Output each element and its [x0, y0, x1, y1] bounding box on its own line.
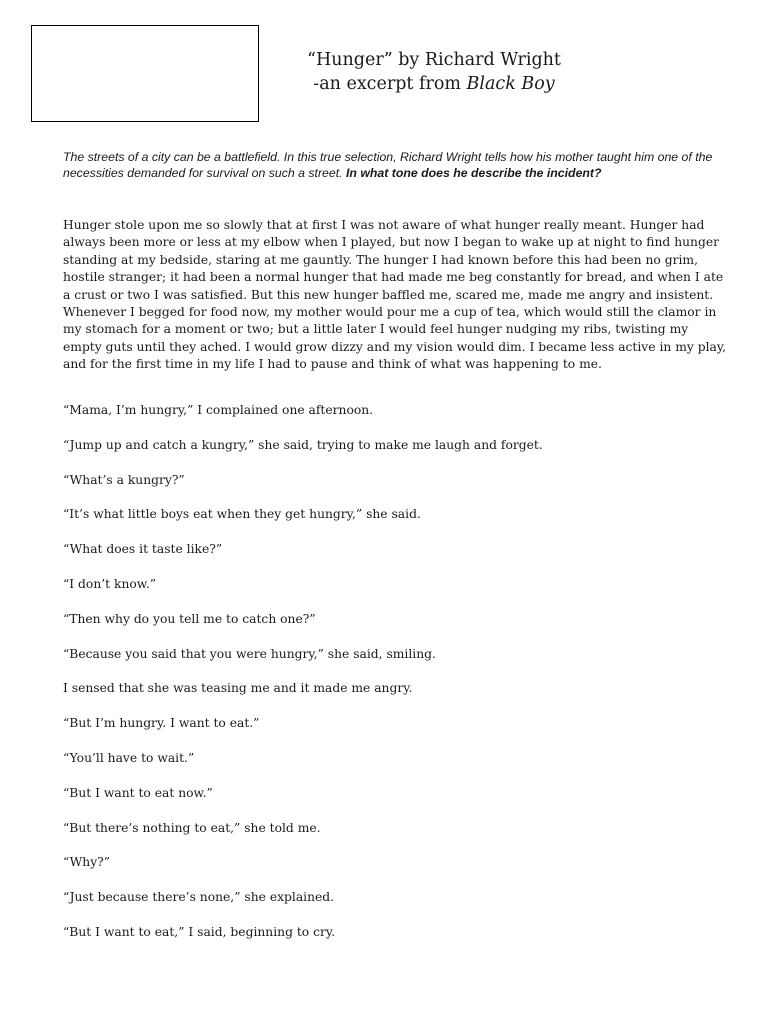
book-title: Black Boy — [466, 74, 555, 94]
dialogue-line: “Then why do you tell me to catch one?” — [63, 611, 316, 626]
dialogue-line: “What does it taste like?” — [63, 542, 223, 557]
dialogue-line: “But I want to eat now.” — [63, 785, 213, 800]
dialogue-line: “Mama, I’m hungry,” I complained one afternoon. — [63, 403, 374, 417]
dialogue-line: “Jump up and catch a kungry,” she said, trying to make me laugh and forget. — [63, 437, 543, 452]
intro-paragraph — [63, 149, 723, 181]
dialogue-line: “But there’s nothing to eat,” she told me. — [63, 820, 321, 835]
dialogue-list — [63, 402, 743, 959]
title-line-2 — [250, 72, 618, 96]
intro-text: The streets of a city can be a battlefield. In this true selection, Richard Wright tells how his mother taught him one of the necessities demanded for survival on such a street. — [63, 150, 713, 180]
title-line-1: “Hunger” by Richard Wright — [307, 50, 561, 70]
dialogue-line: “It’s what little boys eat when they get hungry,” she said. — [63, 507, 421, 522]
dialogue-line: “What’s a kungry?” — [63, 472, 185, 487]
intro-question: In what tone does he describe the incident? — [345, 166, 602, 180]
dialogue-line: “Why?” — [63, 855, 111, 870]
dialogue-line: “Because you said that you were hungry,” she said, smiling. — [63, 646, 436, 661]
dialogue-line: “You’ll have to wait.” — [63, 750, 195, 765]
body-paragraph: Hunger stole upon me so slowly that at first I was not aware of what hunger really meant. Hunger had always been more or less at my elbow when I played, but now I began to wake up at night to find hunger standing at my bedside, staring at me gauntly. The hunger I had known before this had been no grim, hostile stranger; it had been a normal hunger that had made me beg constantly for bread, and when I ate a crust or two I was satisfied. But this new hunger baffled me, scared me, made me angry and insistent. Whenever I begged for food now, my mother would pour me a cup of tea, which would still the clamor in my stomach for a moment or two; but a little later I would feel hunger nudging my ribs, twisting my empty guts until they ached. I would grow dizzy and my vision would dim. I became less active in my play, and for the first time in my life I had to pause and think of what was happening to me. — [63, 218, 727, 372]
document-title — [250, 48, 618, 96]
dialogue-line: “Just because there’s none,” she explained. — [63, 890, 335, 905]
dialogue-line: “I don’t know.” — [63, 576, 157, 591]
dialogue-line: “But I want to eat,” I said, beginning to cry. — [63, 924, 336, 939]
dialogue-line: I sensed that she was teasing me and it made me angry. — [63, 681, 413, 696]
dialogue-line: “But I’m hungry. I want to eat.” — [63, 716, 260, 731]
blank-box — [31, 25, 259, 122]
title-prefix: -an excerpt from — [313, 74, 467, 94]
